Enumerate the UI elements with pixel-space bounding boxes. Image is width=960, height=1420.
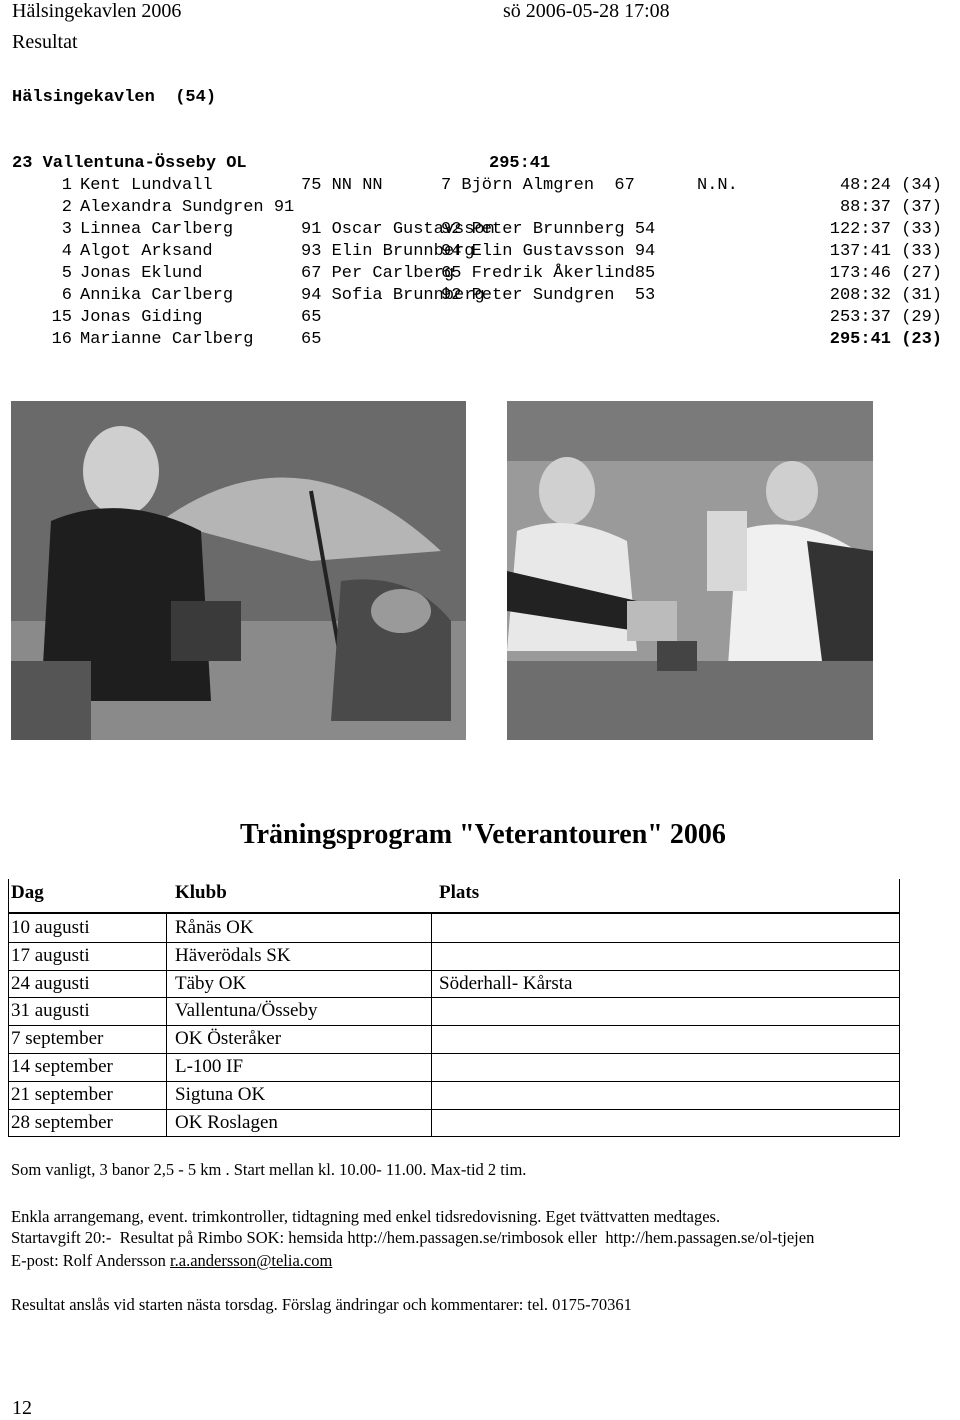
- training-club: Täby OK: [175, 973, 247, 994]
- result-c3: 92 Peter Sundgren 53: [441, 286, 656, 305]
- training-club: L-100 IF: [175, 1056, 244, 1077]
- note-fee-results: Startavgift 20:- Resultat på Rimbo SOK: hemsida http://hem.passagen.se/rimbosok eller http://hem.passagen.se/ol-tjejen: [11, 1228, 815, 1247]
- result-time: 48:24 (34): [839, 176, 942, 195]
- result-c3: 7 Björn Almgren 67: [441, 176, 635, 195]
- document-datetime: sö 2006-05-28 17:08: [503, 0, 670, 22]
- table-row-divider: [8, 1025, 900, 1026]
- result-c3: 94 Elin Gustavsson 94: [441, 242, 656, 261]
- training-day: 21 september: [11, 1084, 113, 1105]
- page-number: 12: [12, 1397, 32, 1419]
- result-c2: 93 Elin Brunnberg: [301, 242, 475, 261]
- result-time: 88:37 (37): [839, 198, 942, 217]
- result-c2: 91 Oscar Gustavsson: [301, 220, 495, 239]
- result-name: Linnea Carlberg: [80, 220, 234, 239]
- note-email: [11, 1251, 332, 1271]
- column-header-klubb: Klubb: [175, 882, 227, 903]
- result-time: 137:41 (33): [829, 242, 942, 261]
- result-name: Jonas Giding: [80, 308, 203, 327]
- result-time: 253:37 (29): [829, 308, 942, 327]
- training-club: OK Österåker: [175, 1028, 282, 1049]
- column-header-dag: Dag: [11, 882, 44, 903]
- result-num: 5: [61, 264, 72, 283]
- training-day: 28 september: [11, 1112, 113, 1133]
- team-time: 295:41: [489, 154, 551, 173]
- email-link[interactable]: r.a.andersson@telia.com: [170, 1251, 333, 1270]
- result-c2: 65: [301, 330, 322, 349]
- result-c2: 94 Sofia Brunnberg: [301, 286, 485, 305]
- training-club: OK Roslagen: [175, 1112, 278, 1133]
- result-num: 6: [61, 286, 72, 305]
- result-name: Algot Arksand: [80, 242, 213, 261]
- training-club: Sigtuna OK: [175, 1084, 266, 1105]
- result-c3: 65 Fredrik Åkerlind85: [441, 264, 656, 283]
- note-course-info: Som vanligt, 3 banor 2,5 - 5 km . Start mellan kl. 10.00- 11.00. Max-tid 2 tim.: [11, 1160, 527, 1179]
- table-row-divider: [8, 1053, 900, 1054]
- note-results-posted: Resultat anslås vid starten nästa torsdag. Förslag ändringar och kommentarer: tel. 0175-70361: [11, 1295, 632, 1314]
- result-c2: 75 NN NN: [301, 176, 383, 195]
- team-name: 23 Vallentuna-Össeby OL: [12, 154, 247, 173]
- document-title: Hälsingekavlen 2006: [12, 0, 182, 22]
- result-c2: 65: [301, 308, 322, 327]
- table-row-divider: [8, 1081, 900, 1082]
- result-time: 122:37 (33): [829, 220, 942, 239]
- training-place: Söderhall- Kårsta: [439, 973, 573, 994]
- result-name: Jonas Eklund: [80, 264, 203, 283]
- training-club: Vallentuna/Össeby: [175, 1000, 318, 1021]
- training-day: 7 september: [11, 1028, 104, 1049]
- result-num: 2: [61, 198, 72, 217]
- table-row-divider: [8, 997, 900, 998]
- result-num: 3: [61, 220, 72, 239]
- result-time: 173:46 (27): [829, 264, 942, 283]
- email-label: E-post: Rolf Andersson: [11, 1251, 171, 1270]
- result-name: Alexandra Sundgren 91: [80, 198, 295, 217]
- result-name: Marianne Carlberg: [80, 330, 254, 349]
- result-num: 15: [51, 308, 72, 327]
- photo-runners-sitting: [507, 401, 873, 740]
- table-row-divider: [8, 942, 900, 943]
- table-row-divider: [8, 1109, 900, 1110]
- training-day: 31 augusti: [11, 1000, 90, 1021]
- result-time: 208:32 (31): [829, 286, 942, 305]
- result-name: Annika Carlberg: [80, 286, 234, 305]
- result-num: 16: [51, 330, 72, 349]
- result-num: 1: [61, 176, 72, 195]
- event-name: Hälsingekavlen (54): [12, 88, 217, 107]
- training-title: Träningsprogram "Veterantouren" 2006: [240, 819, 726, 850]
- training-club: Häverödals SK: [175, 945, 291, 966]
- photo-runners-umbrella: [11, 401, 466, 740]
- training-day: 10 augusti: [11, 917, 90, 938]
- training-day: 24 augusti: [11, 973, 90, 994]
- result-name: Kent Lundvall: [80, 176, 213, 195]
- training-club: Rånäs OK: [175, 917, 254, 938]
- result-c3: 92 Peter Brunnberg 54: [441, 220, 656, 239]
- document-subtitle: Resultat: [12, 31, 78, 53]
- note-arrangement: Enkla arrangemang, event. trimkontroller, tidtagning med enkel tidsredovisning. Eget tvättvatten medtages.: [11, 1207, 721, 1226]
- result-num: 4: [61, 242, 72, 261]
- result-c4: N.N.: [697, 176, 738, 195]
- result-time: 295:41 (23): [829, 330, 942, 349]
- training-table: [8, 879, 900, 1137]
- table-row-divider: [8, 970, 900, 971]
- training-day: 17 augusti: [11, 945, 90, 966]
- column-header-plats: Plats: [439, 882, 480, 903]
- training-day: 14 september: [11, 1056, 113, 1077]
- result-c2: 67 Per Carlberg: [301, 264, 455, 283]
